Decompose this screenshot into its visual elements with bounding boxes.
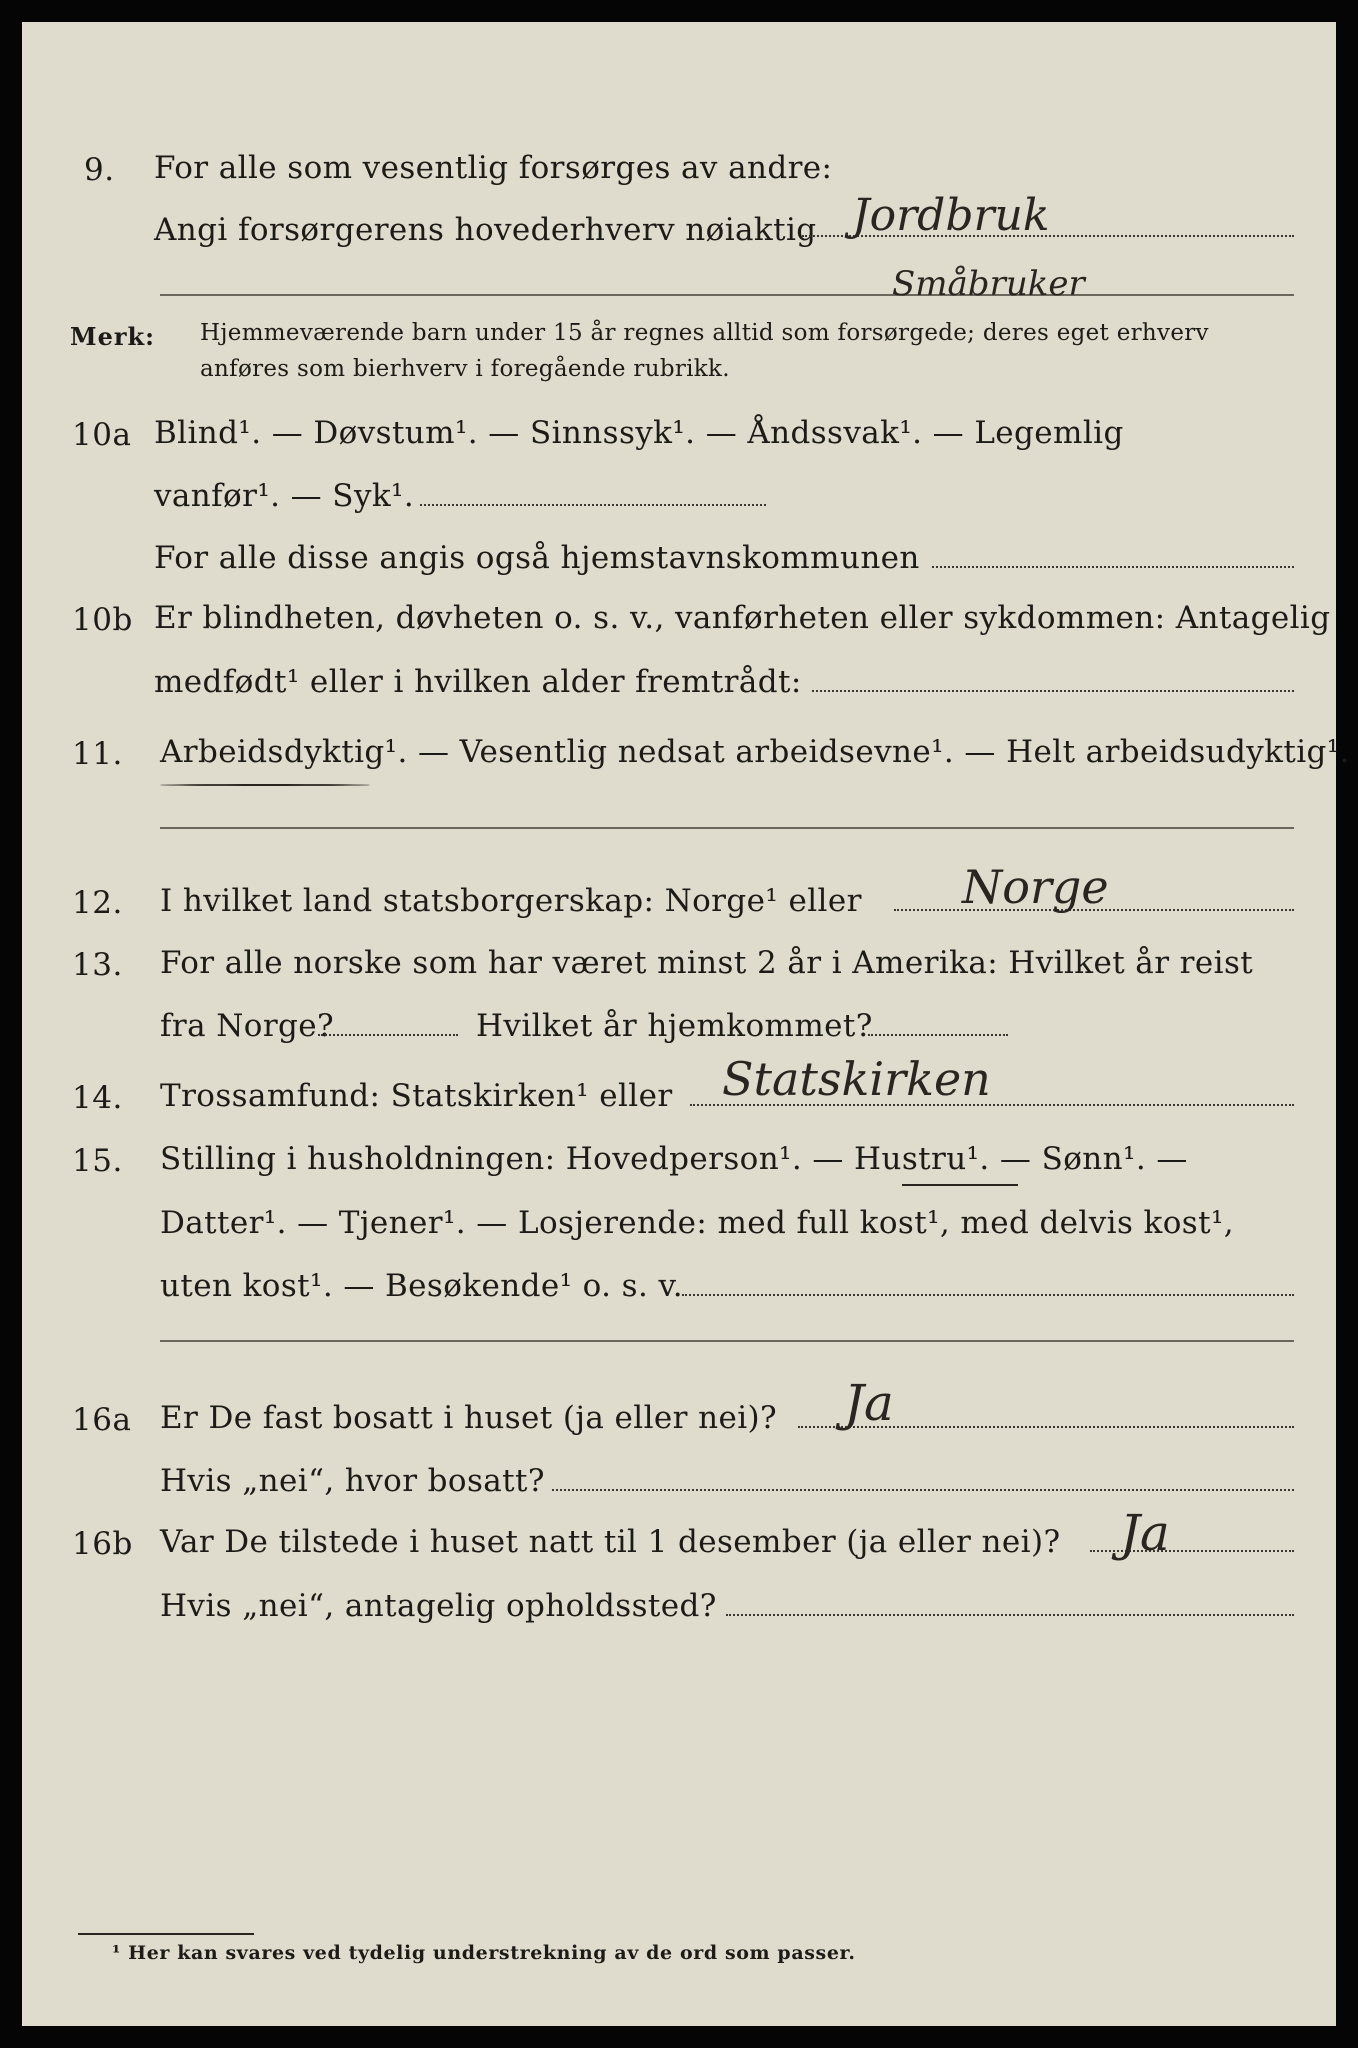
q13-number: 13. — [72, 947, 123, 983]
q10a-line3: For alle disse angis også hjemstavnskommunen — [154, 540, 920, 576]
q15-answer-line — [682, 1294, 1294, 1296]
q16a-line2: Hvis „nei“, hvor bosatt? — [160, 1463, 545, 1499]
q16b-line2: Hvis „nei“, antagelig opholdssted? — [160, 1588, 717, 1624]
merk-label: Merk: — [70, 322, 155, 351]
q16b-number: 16b — [72, 1526, 133, 1562]
merk-line1: Hjemmeværende barn under 15 år regnes alltid som forsørgede; deres eget erhverv — [200, 320, 1209, 346]
q10a-hjemstavn-line — [932, 566, 1294, 568]
q14-line1: Trossamfund: Statskirken¹ eller — [160, 1078, 673, 1114]
q13-line2b: Hvilket år hjemkommet? — [476, 1008, 873, 1044]
q13-line1: For alle norske som har været minst 2 år i Amerika: Hvilket år reist — [160, 945, 1254, 981]
q14-number: 14. — [72, 1080, 123, 1116]
q16b-line1: Var De tilstede i huset natt til 1 desember (ja eller nei)? — [160, 1524, 1061, 1560]
q14-handwritten-answer: Statskirken — [722, 1052, 991, 1106]
q12-number: 12. — [72, 885, 123, 921]
q15-hustru-underline — [902, 1184, 1018, 1186]
q16a-line1: Er De fast bosatt i huset (ja eller nei)? — [160, 1400, 778, 1436]
q16b-handwritten-answer: Ja — [1120, 1504, 1170, 1562]
q11-number: 11. — [72, 736, 123, 772]
q13-line2a: fra Norge? — [160, 1008, 335, 1044]
q10a-answer-line — [420, 504, 766, 506]
q12-line1: I hvilket land statsborgerskap: Norge¹ eller — [160, 883, 862, 919]
q9-line1: For alle som vesentlig forsørges av andre: — [154, 150, 833, 186]
q11-answer-line — [160, 827, 1294, 829]
q10a-number: 10a — [72, 417, 132, 453]
q15-line3: uten kost¹. — Besøkende¹ o. s. v. — [160, 1268, 683, 1304]
q13-hjemkommet-line — [868, 1034, 1008, 1036]
q16a-bosatt-line — [552, 1489, 1294, 1491]
q15-line1: Stilling i husholdningen: Hovedperson¹. — Hustru¹. — Sønn¹. — — [160, 1141, 1188, 1177]
q11-handwritten-underline — [160, 784, 370, 786]
census-form-page — [22, 22, 1350, 2026]
q9-handwritten-answer: Jordbruk — [852, 190, 1050, 241]
q15-second-line — [160, 1340, 1294, 1342]
q12-handwritten-answer: Norge — [962, 860, 1109, 914]
q11-line1: Arbeidsdyktig¹. — Vesentlig nedsat arbeidsevne¹. — Helt arbeidsudyktig¹. — [160, 734, 1350, 770]
q10a-line1: Blind¹. — Døvstum¹. — Sinnssyk¹. — Åndssvak¹. — Legemlig — [154, 415, 1124, 451]
q10b-line2: medfødt¹ eller i hvilken alder fremtrådt: — [154, 664, 802, 700]
q9-number: 9. — [84, 152, 115, 188]
q9-second-line — [160, 294, 1294, 296]
merk-line2: anføres som bierhverv i foregående rubrikk. — [200, 356, 730, 382]
q10a-line2: vanfør¹. — Syk¹. — [154, 478, 415, 514]
q10b-number: 10b — [72, 602, 133, 638]
q16b-opholdssted-line — [726, 1614, 1294, 1616]
footnote-rule — [78, 1933, 254, 1935]
q9-line2: Angi forsørgerens hovederhverv nøiaktig — [154, 212, 817, 248]
footnote-text: ¹ Her kan svares ved tydelig understrekning av de ord som passer. — [112, 1942, 856, 1964]
q9-handwritten-answer-2: Småbruker — [892, 264, 1085, 304]
q10b-line1: Er blindheten, døvheten o. s. v., vanførheten eller sykdommen: Antagelig — [154, 600, 1331, 636]
q16a-handwritten-answer: Ja — [844, 1374, 894, 1432]
q13-reist-line — [318, 1034, 458, 1036]
q16a-number: 16a — [72, 1402, 132, 1438]
q15-line2: Datter¹. — Tjener¹. — Losjerende: med full kost¹, med delvis kost¹, — [160, 1205, 1235, 1241]
q10b-answer-line — [812, 690, 1294, 692]
q15-number: 15. — [72, 1143, 123, 1179]
